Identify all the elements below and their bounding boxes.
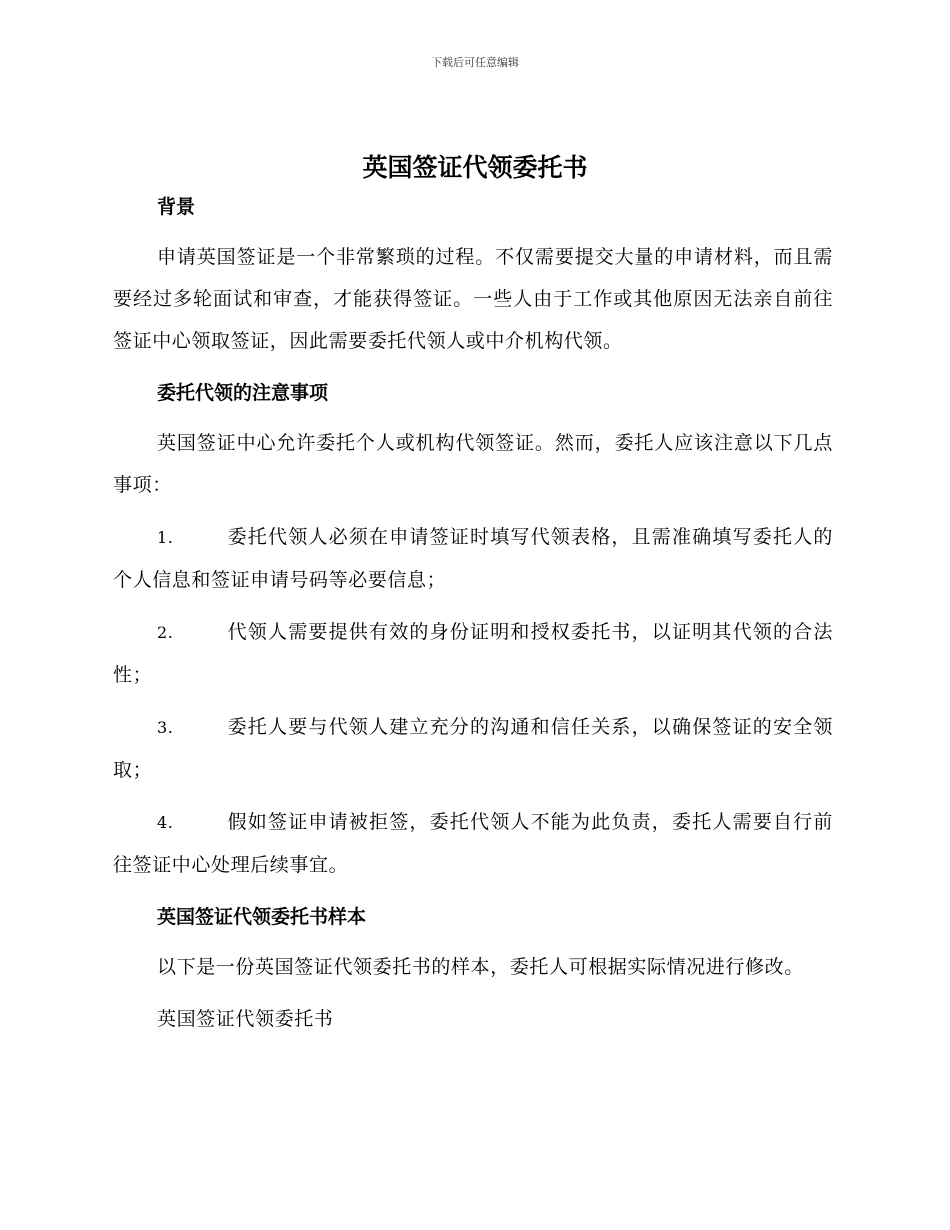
list-item <box>113 516 833 601</box>
document-title: 英国签证代领委托书 <box>362 153 588 182</box>
section-heading-sample: 英国签证代领委托书样本 <box>157 906 367 928</box>
list-item-number: 3. <box>157 718 174 737</box>
list-item <box>113 706 833 791</box>
notes-intro-paragraph: 英国签证中心允许委托个人或机构代领签证。然而，委托人应该注意以下几点事项： <box>113 432 833 496</box>
list-item-text: 委托人要与代领人建立充分的沟通和信任关系，以确保签证的安全领取； <box>113 716 833 781</box>
document-body <box>113 188 833 1040</box>
list-item <box>113 611 833 696</box>
background-paragraph: 申请英国签证是一个非常繁琐的过程。不仅需要提交大量的申请材料，而且需要经过多轮面试和审查，才能获得签证。一些人由于工作或其他原因无法亲自前往签证中心领取签证，因此需要委托代领人或中介机构代领。 <box>113 246 833 352</box>
list-item-text: 假如签证申请被拒签，委托代领人不能为此负责，委托人需要自行前往签证中心处理后续事宜。 <box>113 811 833 876</box>
sample-paragraph: 以下是一份英国签证代领委托书的样本，委托人可根据实际情况进行修改。 <box>157 956 804 978</box>
list-item-number: 4. <box>157 813 174 832</box>
list-item-number: 1. <box>157 528 174 547</box>
section-heading-background: 背景 <box>157 196 196 218</box>
section-heading-notes: 委托代领的注意事项 <box>157 382 329 404</box>
list-item-text: 代领人需要提供有效的身份证明和授权委托书，以证明其代领的合法性； <box>113 621 833 686</box>
page-header-note: 下载后可任意编辑 <box>431 56 519 69</box>
list-item-number: 2. <box>157 623 174 642</box>
sample-subtitle: 英国签证代领委托书 <box>157 1008 334 1030</box>
list-item <box>113 801 833 886</box>
list-item-text: 委托代领人必须在申请签证时填写代领表格，且需准确填写委托人的个人信息和签证申请号码等必要信息； <box>113 526 833 591</box>
